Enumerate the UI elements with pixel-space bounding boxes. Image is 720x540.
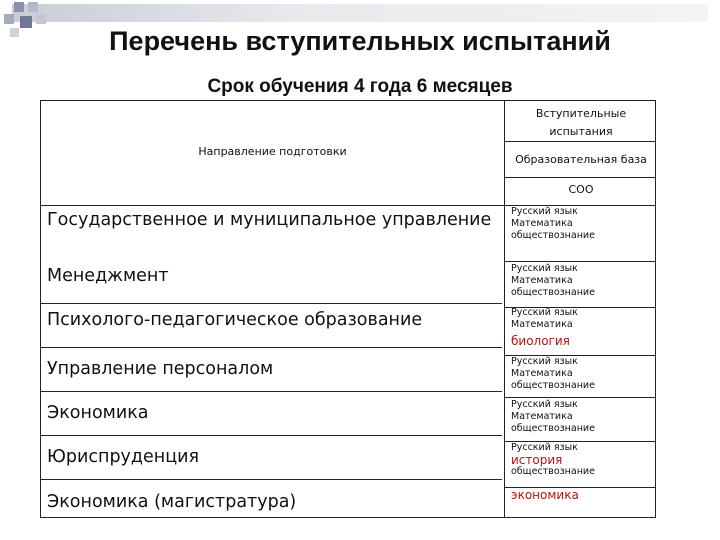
direction-management: Менеджмент bbox=[47, 266, 169, 286]
exams-column-header: Вступительные испытания bbox=[535, 107, 627, 138]
subject: Математика bbox=[511, 218, 573, 229]
direction-psychology: Психолого-педагогическое образование bbox=[47, 310, 423, 330]
subjects-cell bbox=[511, 399, 651, 435]
row-divider bbox=[504, 397, 655, 398]
soo-header: СОО bbox=[568, 183, 594, 196]
subject: обществознание bbox=[511, 287, 595, 298]
subjects-cell bbox=[511, 263, 651, 299]
row-divider bbox=[504, 261, 655, 262]
subject: обществознание bbox=[511, 380, 595, 391]
row-divider bbox=[41, 479, 502, 480]
direction-hr: Управление персоналом bbox=[47, 359, 274, 379]
header-divider-1 bbox=[504, 141, 655, 142]
subject: Русский язык bbox=[511, 263, 578, 274]
subject: Русский язык bbox=[511, 399, 578, 410]
subject: Русский язык bbox=[511, 442, 578, 453]
subject: обществознание bbox=[511, 423, 595, 434]
subjects-cell bbox=[511, 442, 651, 478]
subjects-cell bbox=[511, 356, 651, 392]
row-divider bbox=[41, 303, 502, 304]
subject: Русский язык bbox=[511, 356, 578, 367]
page-title: Перечень вступительных испытаний bbox=[109, 26, 611, 56]
subject: обществознание bbox=[511, 466, 595, 477]
direction-economics: Экономика bbox=[47, 403, 149, 423]
direction-gmu: Государственное и муниципальное управление bbox=[47, 210, 492, 230]
row-divider bbox=[41, 435, 502, 436]
subject: Математика bbox=[511, 368, 573, 379]
direction-law: Юриспруденция bbox=[47, 447, 200, 467]
subjects-cell bbox=[511, 206, 651, 242]
subject: Математика bbox=[511, 275, 573, 286]
direction-column-header: Направление подготовки bbox=[198, 145, 347, 158]
exams-table bbox=[40, 100, 656, 518]
header-divider-2 bbox=[504, 177, 655, 178]
page-subtitle: Срок обучения 4 года 6 месяцев bbox=[207, 76, 513, 97]
direction-economics-master: Экономика (магистратура) bbox=[47, 492, 297, 512]
subject-highlight: экономика bbox=[511, 488, 579, 502]
subject-highlight: история bbox=[511, 453, 563, 467]
subject: Русский язык bbox=[511, 206, 578, 217]
subjects-cell bbox=[511, 489, 651, 501]
subjects-cell bbox=[511, 307, 651, 347]
top-decor-bar bbox=[12, 4, 708, 22]
education-base-header: Образовательная база bbox=[515, 153, 647, 166]
row-divider bbox=[41, 391, 502, 392]
subject: обществознание bbox=[511, 230, 595, 241]
subject: Русский язык bbox=[511, 307, 578, 318]
subject: Математика bbox=[511, 319, 573, 330]
subject-highlight: биология bbox=[511, 334, 570, 348]
subject: Математика bbox=[511, 411, 573, 422]
row-divider bbox=[41, 347, 502, 348]
